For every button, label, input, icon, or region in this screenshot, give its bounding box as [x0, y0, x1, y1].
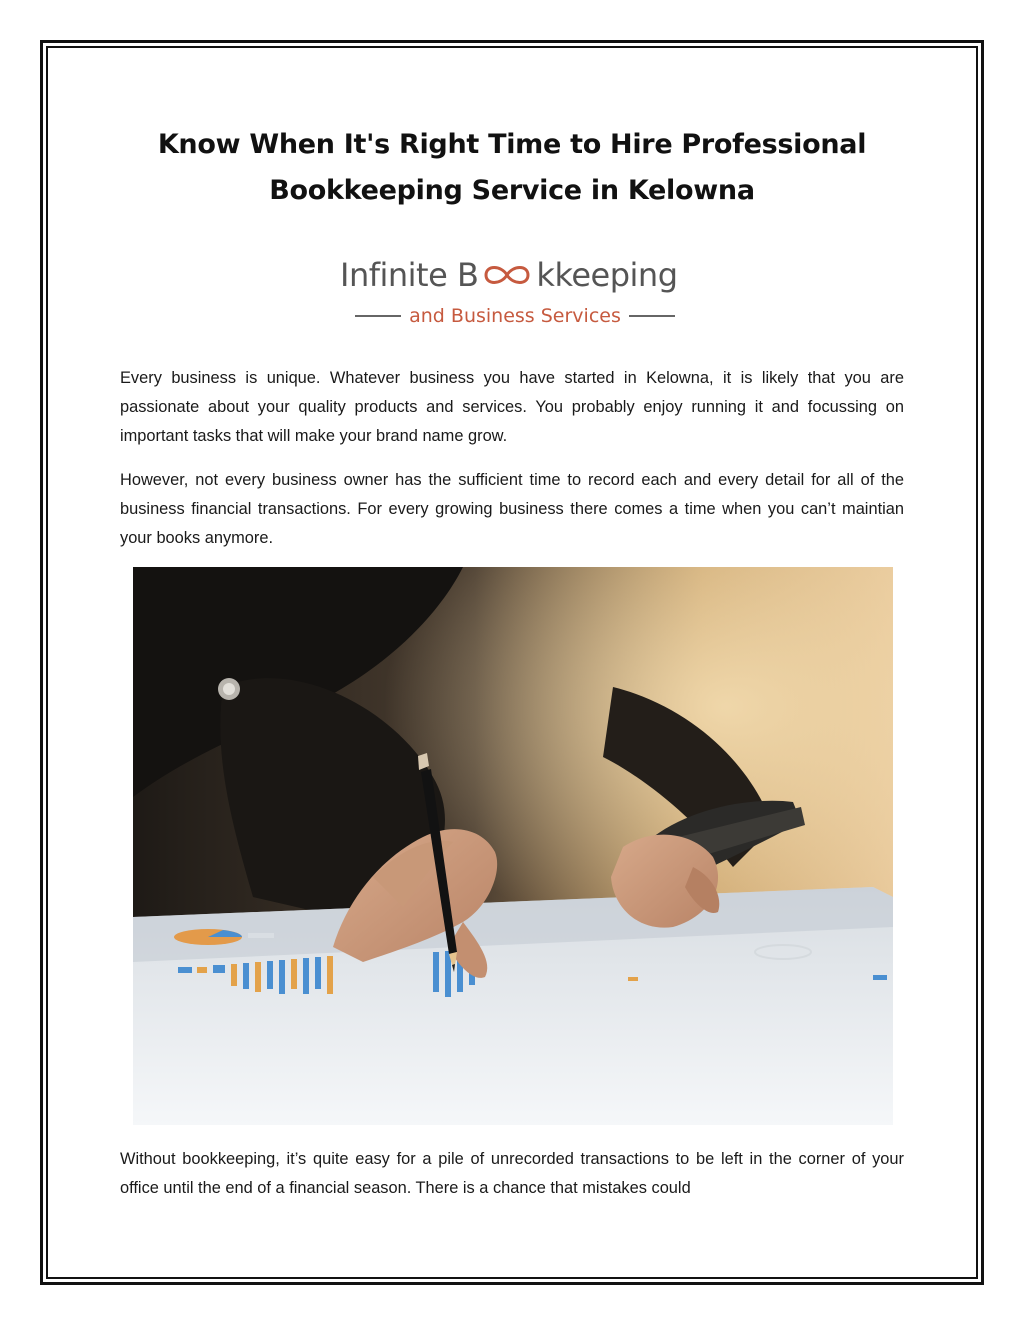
company-logo [340, 254, 690, 330]
title-line-1: Know When It's Right Time to Hire Professional [157, 129, 867, 160]
logo-text-start: Infinite B [340, 256, 479, 294]
photo-illustration [133, 567, 893, 1125]
paragraph-intro: Every business is unique. Whatever business you have started in Kelowna, it is likely that you are passionate about your quality products and services. You probably enjoy running it and focussing on important tasks that will make your brand name grow. [120, 369, 904, 445]
paragraph-time: However, not every business owner has the sufficient time to record each and every detail for all of the business financial transactions. For every growing business there comes a time when you can’t maintian your books anymore. [120, 471, 904, 547]
paragraph-risk: Without bookkeeping, it’s quite easy for a pile of unrecorded transactions to be left in the corner of your office until the end of a financial season. There is a chance that mistakes could [120, 1150, 904, 1197]
logo-tagline-row [340, 302, 690, 330]
logo-wordmark [340, 254, 690, 300]
logo-rule-right [629, 315, 675, 317]
hero-photo [133, 567, 893, 1125]
logo-rule-left [355, 315, 401, 317]
logo-tagline: and Business Services [409, 305, 621, 327]
title-line-2: Bookkeeping Service in Kelowna [269, 175, 755, 206]
infinity-icon [478, 260, 536, 290]
logo-text-end: kkeeping [536, 256, 678, 294]
document-title [120, 122, 904, 214]
